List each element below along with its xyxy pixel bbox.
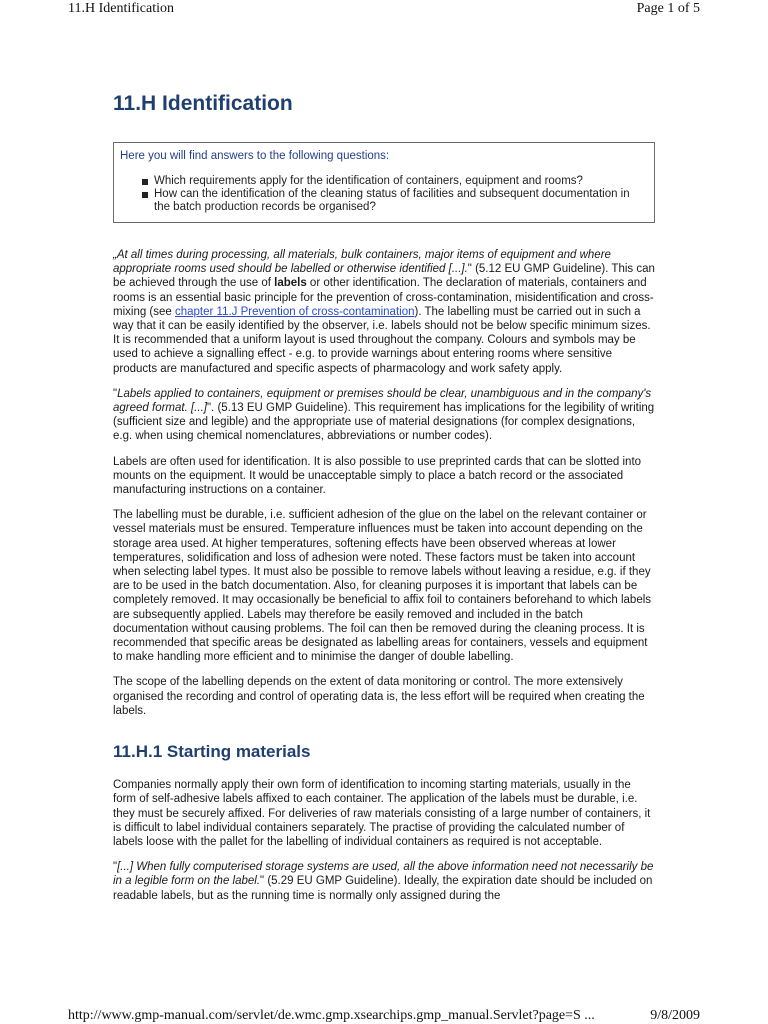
- square-bullet-icon: [142, 192, 148, 198]
- print-header-page-number: Page 1 of 5: [636, 1, 700, 16]
- paragraph-label-durability: The labelling must be durable, i.e. sufficient adhesion of the glue on the label on the relevant container or vessel materials must be ensured. Temperature influences must be taken into account depending on the storage area used. At higher temperatures, softening effects have been observed whereas at lower temperatures, solidification and loss of adhesion were noted. These factors must be taken into account when selecting label types. It must also be possible to remove labels without leaving a residue, e.g. if they are to be used in the batch documentation. Also, for cleaning purposes it is important that labels can be completely removed. It may occasionally be beneficial to affix foil to containers beforehand to which labels are subsequently applied. Labels may therefore be easily removed and included in the batch documentation without causing problems. The foil can then be removed during the cleaning process. It is recommended that specific areas be designated as labelling areas for containers, vessels and equipment to make handling more efficient and to minimise the danger of double labelling.: [113, 509, 652, 664]
- print-footer-url: http://www.gmp-manual.com/servlet/de.wmc.gmp.xsearchips.gmp_manual.Servlet?page=S ...: [68, 1008, 595, 1023]
- questions-list: [120, 175, 648, 214]
- paragraph-label-format: "Labels applied to containers, equipment or premises should be clear, unambiguous and in the company's agreed format. [...]". (5.13 EU GMP Guideline). This requirement has implications for the legibility of writing (sufficient size and legible) and the appropriate use of material designations (for complex designations, e.g. when using chemical nomenclatures, abbreviations or number codes).: [113, 387, 655, 443]
- question-item: Which requirements apply for the identification of containers, equipment and rooms?: [120, 175, 648, 188]
- paragraph-labelling-scope: The scope of the labelling depends on the extent of data monitoring or control. The more extensively organised the recording and control of operating data is, the less effort will be required when creating the labels.: [113, 676, 645, 717]
- section-title-starting-materials: 11.H.1 Starting materials: [113, 742, 311, 762]
- print-footer: [0, 1006, 768, 1024]
- questions-box: [113, 142, 655, 223]
- paragraph-preprinted-cards: Labels are often used for identification. It is also possible to use preprinted cards that can be slotted into mounts on the equipment. It would be unacceptable simply to place a batch record or the associated manufacturing instructions on a container.: [113, 455, 642, 497]
- paragraph-computerised-storage: "[...] When fully computerised storage systems are used, all the above information need not necessarily be in a legible form on the label." (5.29 EU GMP Guideline). Ideally, the expiration date should be included on readable labels, but as the running time is normally only assigned during the: [113, 861, 654, 902]
- square-bullet-icon: [142, 179, 148, 185]
- paragraph-labelling-requirements: „At all times during processing, all materials, bulk containers, major items of equipment and where appropriate rooms used should be labelled or otherwise identified [...]." (5.12 EU GMP Guideline). This can be achieved through the use of labels or other identification. The declaration of materials, containers and rooms is an essential basic principle for the prevention of cross-contamination, misidentification and cross-mixing (see chapter 11.J Prevention of cross-contamination). The labelling must be carried out in such a way that it can be easily identified by the observer, i.e. labels should not be below specific minimum sizes. It is recommended that a uniform layout is used throughout the company. Colours and symbols may be used to achieve a signalling effect - e.g. to provide warnings about entering rooms where sensitive products are manufactured and specific aspects of pharmacology and work safety apply.: [113, 249, 655, 375]
- paragraph-starting-materials: Companies normally apply their own form of identification to incoming starting materials, usually in the form of self-adhesive labels affixed to each container. The application of the labels must be durable, i.e. they must be securely affixed. For deliveries of raw materials consisting of a large number of containers, it is difficult to label individual containers separately. The practise of providing the calculated number of labels loose with the pallet for the labelling of individual containers as required is not acceptable.: [113, 779, 651, 848]
- questions-intro: Here you will find answers to the following questions:: [120, 150, 390, 162]
- page-title: 11.H Identification: [113, 92, 293, 115]
- print-footer-date: 9/8/2009: [650, 1008, 700, 1023]
- document-content: [113, 90, 655, 903]
- print-header: [0, 0, 768, 20]
- cross-contamination-chapter-link[interactable]: chapter 11.J Prevention of cross-contamination: [175, 305, 415, 318]
- print-header-title: 11.H Identification: [68, 1, 175, 16]
- question-item: How can the identification of the cleaning status of facilities and subsequent documentation in the batch production records be organised?: [120, 188, 648, 214]
